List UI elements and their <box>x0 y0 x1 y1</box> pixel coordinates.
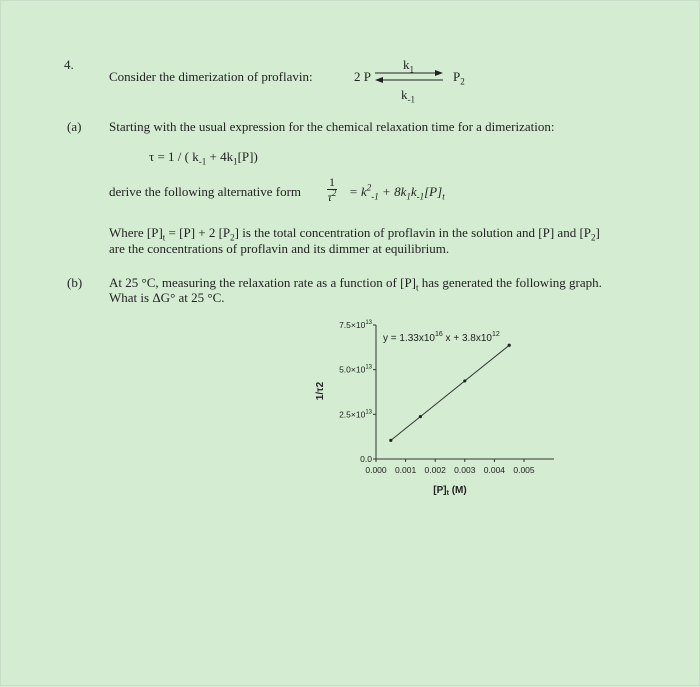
y-tick-label: 0.0 <box>360 454 372 464</box>
data-point <box>508 344 511 347</box>
y-tick-label: $5.0\times 10^{13}$ <box>339 364 372 375</box>
alt-form-rhs: = $k^2_{-1} + 8k_1k_{-1}[P]_t$ <box>349 182 445 202</box>
x-tick-label: 0.000 <box>365 465 387 475</box>
derive-text: derive the following alternative form <box>109 184 302 199</box>
chart-ticks <box>339 320 535 475</box>
relaxation-time-equation: τ = 1 / ( $k_{-1} + 4k_1[P]$) <box>149 149 258 167</box>
chart-axes <box>376 325 554 459</box>
data-point <box>389 439 392 442</box>
k-reverse: $k_{-1}$ <box>401 87 415 105</box>
chart-fit-line <box>391 345 509 440</box>
y-axis-label: 1/τ2 <box>315 381 326 401</box>
relaxation-chart <box>1 1 700 687</box>
alt-form-fraction: $\frac{1}{\tau^2}$ <box>327 175 337 204</box>
fit-equation: $y = 1.33x10^{16}$ $x + 3.8x10^{12}$ <box>383 331 500 344</box>
where-line-2: are the concentrations of proflavin and its dimmer at equilibrium. <box>109 241 450 256</box>
k-forward: $k_1$ <box>403 57 414 75</box>
reactant: 2 P <box>354 69 371 84</box>
data-point <box>419 415 422 418</box>
x-tick-label: 0.002 <box>424 465 446 475</box>
x-tick-label: 0.001 <box>394 465 417 475</box>
x-tick-label: 0.004 <box>483 465 506 475</box>
product: $P_2$ <box>453 69 465 87</box>
data-point <box>463 379 466 382</box>
x-tick-label: 0.003 <box>454 465 476 475</box>
y-tick-label: $2.5\times 10^{13}$ <box>339 409 372 420</box>
question-number: 4. <box>64 57 74 72</box>
y-tick-label: $7.5\times 10^{13}$ <box>339 320 372 330</box>
x-axis-label: $[P]_t$ (M) <box>433 485 467 497</box>
x-tick-label: 0.005 <box>513 465 535 475</box>
part-b-label: (b) <box>67 275 83 290</box>
part-a-text: Starting with the usual expression for the chemical relaxation time for a dimerization: <box>109 119 555 134</box>
fit-line <box>391 345 509 440</box>
question-intro: Consider the dimerization of proflavin: <box>109 69 313 84</box>
part-a-label: (a) <box>67 119 82 134</box>
where-line-1: Where $[P]_t = [P] + 2$ $[P_2]$ is the total concentration of proflavin in the solution and [P] and $[P_2]$ <box>109 225 600 243</box>
part-b-line-1: At 25 °C, measuring the relaxation rate as a function of $[P]_t$ has generated the following graph. <box>109 275 602 293</box>
part-b-line-2: What is ΔG° at 25 °C. <box>109 290 225 305</box>
